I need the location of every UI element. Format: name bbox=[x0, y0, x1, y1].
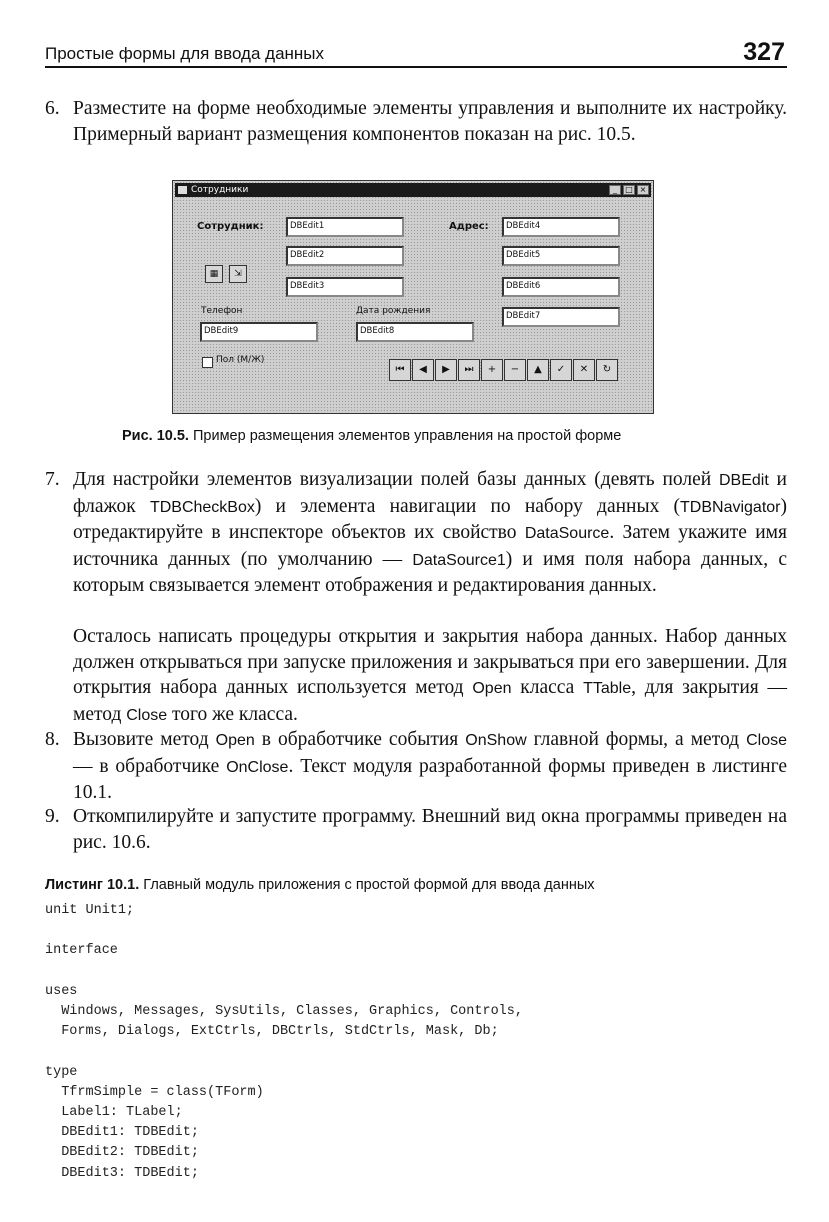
listing-title: Главный модуль приложения с простой формой для ввода данных bbox=[143, 877, 595, 893]
dbedit1[interactable]: DBEdit1 bbox=[286, 217, 404, 237]
nav-edit-button[interactable]: ▲ bbox=[527, 359, 549, 381]
dbedit7[interactable]: DBEdit7 bbox=[502, 307, 620, 327]
nav-insert-button[interactable]: + bbox=[481, 359, 503, 381]
caption-text: Пример размещения элементов управления на простой форме bbox=[193, 428, 622, 444]
label-phone: Телефон bbox=[201, 306, 243, 316]
step-text: Для настройки элементов визуализации полей базы данных (девять полей DBEdit и флажок TDBCheckBox) и элемента навигации по набору данных (TDBNavigator) отредактируйте в инспекторе объектов их свойство DataSource. Затем укажите имя источника данных (по умолчанию — DataSource1) и имя поля набора данных, с которым связывается элемент отображения и редактирования данных. bbox=[73, 469, 787, 596]
step-text: Вызовите метод Open в обработчике события OnShow главной формы, а метод Close — в обработчике OnClose. Текст модуля разработанной формы приведен в листинге 10.1. bbox=[73, 729, 788, 803]
pointer-icon: ⇲ bbox=[229, 265, 247, 283]
sex-checkbox[interactable] bbox=[202, 357, 213, 368]
header-rule bbox=[45, 66, 787, 68]
dbedit9[interactable]: DBEdit9 bbox=[200, 322, 318, 342]
step-6 bbox=[45, 96, 787, 147]
close-button[interactable]: × bbox=[637, 185, 649, 195]
label-address: Адрес: bbox=[449, 221, 489, 232]
step-number: 8. bbox=[45, 729, 60, 750]
step-text: Разместите на форме необходимые элементы управления и выполните их настройку. Примерный вариант размещения компонентов показан на рис. 10.5. bbox=[73, 98, 787, 145]
dbedit5[interactable]: DBEdit5 bbox=[502, 246, 620, 266]
db-navigator bbox=[389, 359, 619, 381]
form-window-figure bbox=[172, 180, 654, 414]
caption-label: Рис. 10.5. bbox=[122, 428, 189, 444]
code-listing: unit Unit1; interface uses Windows, Messages, SysUtils, Classes, Graphics, Controls, Forms, Dialogs, ExtCtrls, DBCtrls, StdCtrls, Mask, Db; type TfrmSimple = class(TForm) Label1: TLabel; DBEdit1: TDBEdit; DBEdit2: TDBEdit; DBEdit3: TDBEdit; bbox=[45, 903, 523, 1181]
dbedit3[interactable]: DBEdit3 bbox=[286, 277, 404, 297]
step-text: Откомпилируйте и запустите программу. Внешний вид окна программы приведен на рис. 10.6. bbox=[73, 806, 787, 853]
label-employee: Сотрудник: bbox=[197, 221, 264, 232]
running-header-title: Простые формы для ввода данных bbox=[45, 44, 325, 63]
step-9 bbox=[45, 804, 787, 855]
maximize-button[interactable]: □ bbox=[623, 185, 635, 195]
nav-last-button[interactable]: ⏭ bbox=[458, 359, 480, 381]
dbedit6[interactable]: DBEdit6 bbox=[502, 277, 620, 297]
nav-prior-button[interactable]: ◀ bbox=[412, 359, 434, 381]
nav-delete-button[interactable]: − bbox=[504, 359, 526, 381]
label-sex: Пол (М/Ж) bbox=[216, 355, 265, 365]
step-number: 9. bbox=[45, 806, 60, 827]
dbedit2[interactable]: DBEdit2 bbox=[286, 246, 404, 266]
nav-cancel-button[interactable]: ✕ bbox=[573, 359, 595, 381]
nav-post-button[interactable]: ✓ bbox=[550, 359, 572, 381]
window-titlebar bbox=[175, 183, 651, 197]
minimize-button[interactable]: _ bbox=[609, 185, 621, 195]
dbedit4[interactable]: DBEdit4 bbox=[502, 217, 620, 237]
figure-caption bbox=[122, 428, 621, 444]
image-icon: ▦ bbox=[205, 265, 223, 283]
step-number: 7. bbox=[45, 469, 60, 490]
step-8 bbox=[45, 727, 787, 806]
page-number: 327 bbox=[743, 38, 785, 66]
nav-refresh-button[interactable]: ↻ bbox=[596, 359, 618, 381]
listing-caption bbox=[45, 877, 595, 893]
body-paragraph: Осталось написать процедуры открытия и закрытия набора данных. Набор данных должен открываться при запуске приложения и закрываться при его завершении. Для открытия набора данных используется метод Open класса TTable, для закрытия — метод Close того же класса. bbox=[73, 626, 787, 725]
step-number: 6. bbox=[45, 98, 60, 119]
nav-next-button[interactable]: ▶ bbox=[435, 359, 457, 381]
window-title: Сотрудники bbox=[191, 185, 249, 195]
window-icon bbox=[178, 186, 187, 194]
step-7 bbox=[45, 467, 787, 599]
nav-first-button[interactable]: ⏮ bbox=[389, 359, 411, 381]
dbedit8[interactable]: DBEdit8 bbox=[356, 322, 474, 342]
listing-label: Листинг 10.1. bbox=[45, 877, 140, 893]
label-birth-date: Дата рождения bbox=[356, 306, 431, 316]
